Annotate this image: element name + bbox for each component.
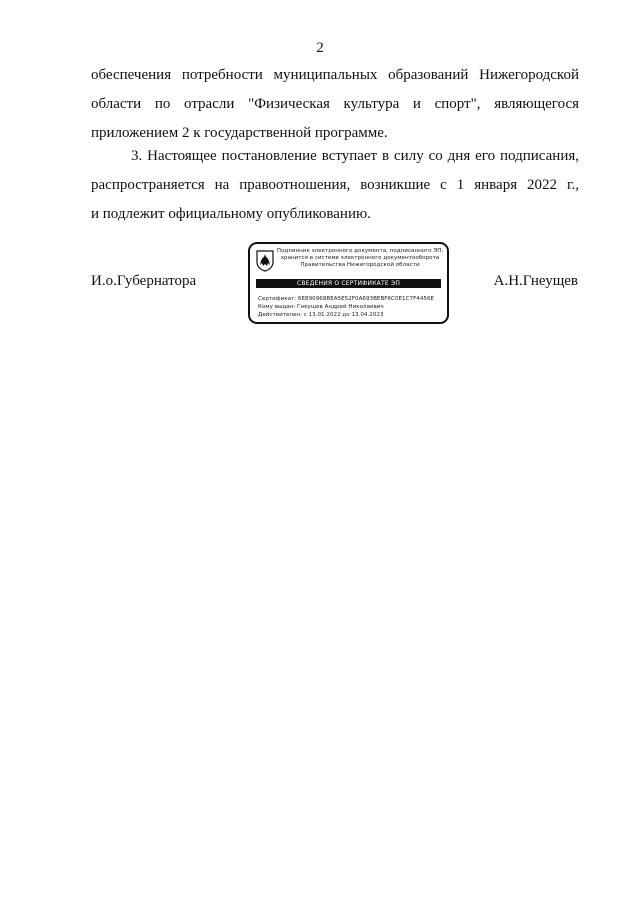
signatory-role: И.о.Губернатора <box>91 273 197 289</box>
stamp-header <box>276 248 444 269</box>
stamp-header-line: Правительства Нижегородской области <box>300 262 420 268</box>
stamp-details <box>258 295 446 319</box>
paragraph-line: и подлежит официальному опубликованию. <box>91 206 371 222</box>
certificate-validity: Действителен: с 13.01.2022 до 13.04.2023 <box>258 312 384 318</box>
paragraph-1 <box>91 61 579 148</box>
digital-signature-stamp <box>248 242 449 324</box>
paragraph-line: распространяется на правоотношения, возникшие с 1 января 2022 г., <box>91 177 579 193</box>
stamp-header-line: Подлинник электронного документа, подписанного ЭП, <box>276 248 444 254</box>
stamp-title: СВЕДЕНИЯ О СЕРТИФИКАТЕ ЭП <box>256 279 441 288</box>
paragraph-line: 3. Настоящее постановление вступает в силу со дня его подписания, <box>131 148 579 164</box>
certificate-number: Сертификат: 6E890968BEA5E52F0A693BEBF6C0E1C7F4456E <box>258 296 435 302</box>
paragraph-line: приложением 2 к государственной программе. <box>91 125 388 141</box>
paragraph-line: обеспечения потребности муниципальных образований Нижегородской <box>91 67 579 83</box>
paragraph-2 <box>91 142 579 229</box>
page-number: 2 <box>316 40 324 56</box>
coat-of-arms-icon <box>256 250 274 272</box>
signatory-name: А.Н.Гнеущев <box>493 273 578 289</box>
certificate-holder: Кому выдан: Гнеущев Андрей Николаевич <box>258 304 384 310</box>
stamp-header-line: хранится в системе электронного документооборота <box>280 255 440 261</box>
paragraph-line: области по отрасли "Физическая культура и спорт", являющегося <box>91 96 579 112</box>
